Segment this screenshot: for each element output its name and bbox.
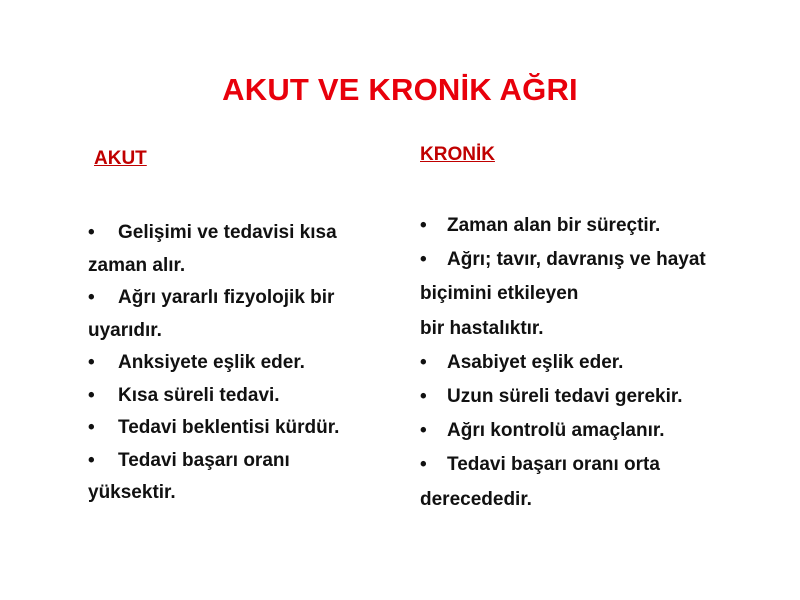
list-item-text: Ağrı kontrolü amaçlanır. xyxy=(447,420,665,442)
list-item-text: Tedavi başarı oranı orta xyxy=(447,454,660,476)
list-item xyxy=(420,380,780,414)
list-item-text: bir hastalıktır. xyxy=(420,317,544,339)
list-item xyxy=(88,347,388,380)
list-item xyxy=(420,448,780,482)
list-item-text: yüksektir. xyxy=(88,482,176,503)
list-item xyxy=(420,243,780,277)
bullet-icon: • xyxy=(420,454,427,476)
bullet-icon: • xyxy=(88,352,95,373)
list-item xyxy=(420,209,780,243)
acute-column xyxy=(88,146,388,510)
list-item xyxy=(420,346,780,380)
list-item xyxy=(88,380,388,413)
list-item-text: derecededir. xyxy=(420,488,532,510)
list-item xyxy=(88,315,388,348)
list-item-text: biçimini etkileyen xyxy=(420,283,579,305)
list-item-text: Kısa süreli tedavi. xyxy=(118,384,280,406)
list-item-text: Ağrı yararlı fizyolojik bir xyxy=(118,287,335,308)
bullet-icon: • xyxy=(88,287,95,308)
list-item-text: Gelişimi ve tedavisi kısa xyxy=(118,222,337,243)
list-item-text: Tedavi başarı oranı xyxy=(118,449,290,471)
list-item xyxy=(420,483,780,517)
list-item xyxy=(420,414,780,448)
bullet-icon: • xyxy=(420,420,427,442)
bullet-icon: • xyxy=(88,449,95,471)
bullet-icon: • xyxy=(420,249,427,271)
list-item-text: Zaman alan bir süreçtir. xyxy=(447,215,661,236)
chronic-heading: KRONİK xyxy=(420,144,495,165)
list-item-text: Ağrı; tavır, davranış ve hayat xyxy=(447,249,706,271)
list-item xyxy=(88,412,388,445)
slide-title: AKUT VE KRONİK AĞRI xyxy=(222,72,578,107)
list-item-text: uyarıdır. xyxy=(88,319,162,341)
list-item xyxy=(88,477,388,510)
list-item xyxy=(88,282,388,315)
list-item-text: Uzun süreli tedavi gerekir. xyxy=(447,385,683,407)
list-item xyxy=(420,312,780,346)
acute-heading: AKUT xyxy=(94,148,147,169)
list-item xyxy=(88,250,388,283)
list-item xyxy=(88,217,388,250)
acute-list xyxy=(88,217,388,510)
list-item-text: zaman alır. xyxy=(88,254,186,276)
list-item-text: Tedavi beklentisi kürdür. xyxy=(118,417,340,438)
bullet-icon: • xyxy=(88,384,95,406)
bullet-icon: • xyxy=(88,222,95,243)
chronic-column xyxy=(420,142,780,517)
bullet-icon: • xyxy=(88,417,95,438)
list-item-text: Asabiyet eşlik eder. xyxy=(447,351,624,373)
bullet-icon: • xyxy=(420,215,427,236)
list-item-text: Anksiyete eşlik eder. xyxy=(118,352,305,373)
chronic-list xyxy=(420,209,780,517)
list-item xyxy=(88,445,388,478)
bullet-icon: • xyxy=(420,351,427,373)
bullet-icon: • xyxy=(420,385,427,407)
list-item xyxy=(420,277,780,311)
